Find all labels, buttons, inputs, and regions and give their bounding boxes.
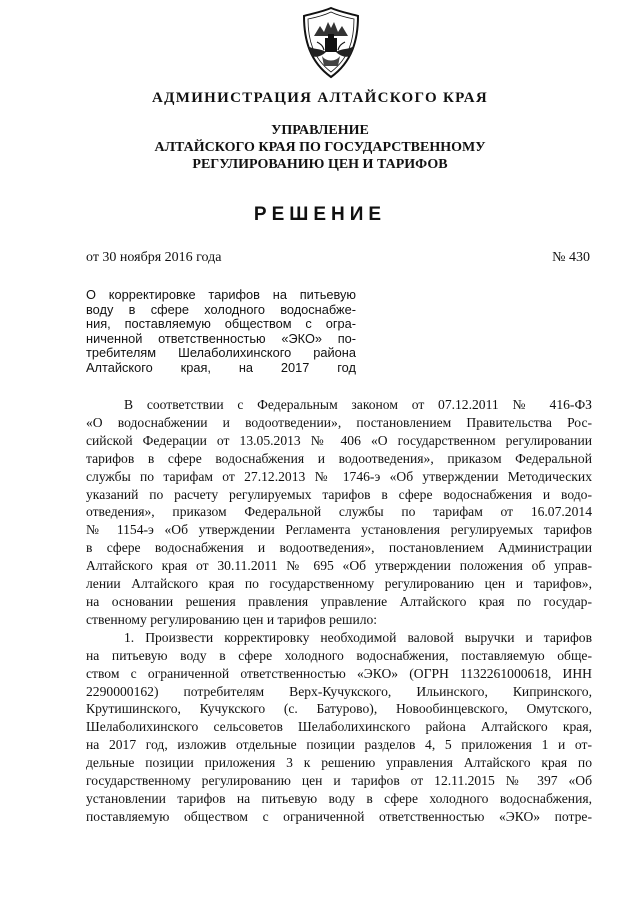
- body-line: на основании решения правления управление Алтайского края по государ-: [86, 593, 592, 609]
- document-body: [86, 396, 592, 826]
- department-line: АЛТАЙСКОГО КРАЯ ПО ГОСУДАРСТВЕННОМУ: [154, 140, 486, 155]
- body-line: № 1154-э «Об утверждении Регламента установления регулируемых тарифов: [86, 522, 592, 538]
- document-subject: [86, 288, 356, 375]
- body-line: государственному регулированию цен и тарифов от 12.11.2015 № 397 «Об: [86, 773, 592, 789]
- body-line: дельные позиции приложения 3 к решению управления Алтайского края по: [86, 755, 592, 771]
- subject-line: требителям Шелаболихинского района: [86, 345, 356, 360]
- department-line: УПРАВЛЕНИЕ: [271, 123, 369, 138]
- body-line: ственному регулированию цен и тарифов решило:: [86, 611, 378, 627]
- body-line: Крутишинского, Кучукского (с. Батурово), Новообинцевского, Омутского,: [86, 701, 592, 717]
- body-line: отведения», приказом Федеральной службы по тарифам от 16.07.2014: [86, 504, 592, 520]
- body-line: Алтайского края от 30.11.2011 № 695 «Об утверждении положения об управ-: [86, 558, 592, 574]
- body-line: на питьевую воду в сфере холодного водоснабжения, поставляемую обще-: [86, 647, 592, 663]
- body-line: тарифов в сфере водоснабжения и водоотведения», приказом Федеральной: [86, 450, 592, 466]
- subject-line: О корректировке тарифов на питьевую: [86, 287, 356, 302]
- body-line: В соответствии с Федеральным законом от 07.12.2011 № 416-ФЗ: [124, 397, 592, 412]
- body-line: 1. Произвести корректировку необходимой валовой выручки и тарифов: [124, 629, 592, 645]
- document-date: от 30 ноября 2016 года: [86, 250, 222, 265]
- department-line: РЕГУЛИРОВАНИЮ ЦЕН И ТАРИФОВ: [192, 157, 448, 172]
- altai-coat-of-arms-emblem: [300, 6, 362, 80]
- body-line: сийской Федерации от 13.05.2013 № 406 «О государственном регулировании: [86, 432, 592, 448]
- subject-line: воду в сфере холодного водоснабже-: [86, 301, 356, 317]
- subject-line: ния, поставляемую обществом с огра-: [86, 316, 356, 331]
- document-number: № 430: [552, 250, 590, 265]
- body-line: службы по тарифам от 27.12.2013 № 1746-э «Об утверждении Методических: [86, 468, 592, 484]
- body-line: «О водоснабжении и водоотведении», постановлением Правительства Рос-: [86, 414, 592, 430]
- administration-title: АДМИНИСТРАЦИЯ АЛТАЙСКОГО КРАЯ: [152, 90, 488, 106]
- body-line: лении Алтайского края по государственному регулированию цен и тарифов»,: [86, 576, 592, 592]
- department-title: [0, 122, 640, 173]
- subject-line: ниченной ответственностью «ЭКО» по-: [86, 330, 356, 346]
- body-line: 2290000162) потребителям Верх-Кучукского, Ильинского, Кипринского,: [86, 683, 592, 699]
- subject-line: Алтайского края, на 2017 год: [86, 359, 356, 375]
- body-line: установлении тарифов на питьевую воду в сфере холодного водоснабжения,: [86, 790, 592, 806]
- body-line: в сфере водоснабжения и водоотведения», постановлением Администрации: [86, 540, 592, 556]
- body-line: поставляемую обществом с ограниченной ответственностью «ЭКО» потре-: [86, 808, 592, 824]
- body-line: указаний по расчету регулируемых тарифов в сфере водоснабжения и водо-: [86, 486, 592, 502]
- body-line: Шелаболихинского сельсоветов Шелаболихинского района Алтайского края,: [86, 719, 592, 735]
- body-line: ством с ограниченной ответственностью «ЭКО» (ОГРН 1132261000618, ИНН: [86, 665, 592, 681]
- document-type-heading: РЕШЕНИЕ: [253, 204, 387, 225]
- body-line: на 2017 год, изложив отдельные позиции разделов 4, 5 приложения 1 и от-: [86, 737, 592, 753]
